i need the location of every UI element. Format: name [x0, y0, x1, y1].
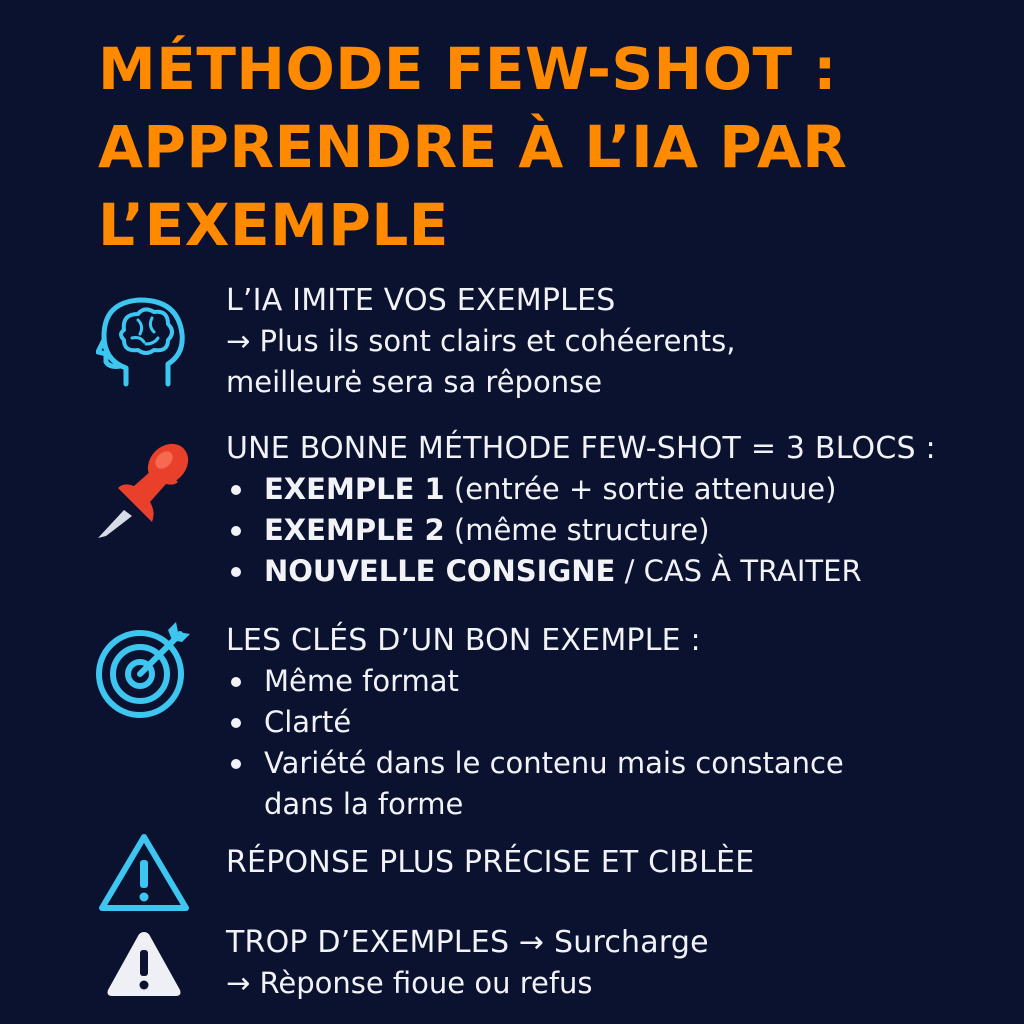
list-item — [226, 551, 1016, 592]
section-line: meilleurė sera sa rêponse — [226, 365, 603, 399]
section-key-criteria — [0, 620, 1024, 820]
brain-head-icon — [96, 290, 192, 390]
section-heading: LES CLÉS D’UN BON EXEMPLE : — [226, 623, 701, 658]
list-item: Variété dans le contenu mais constance — [226, 743, 1016, 784]
list-item: Clarté — [226, 702, 1016, 743]
section-line: → Rèponse fioue ou refus — [226, 966, 593, 1000]
section-heading: UNE BONNE MÉTHODE FEW-SHOT = 3 BLOCS : — [226, 431, 936, 466]
section-heading: RÉPONSE PLUS PRÉCISE ET CIBLÈE — [226, 845, 755, 880]
list-item-continuation: dans la forme — [264, 787, 464, 821]
title-line-2: APPRENDRE À L’IA PAR — [98, 113, 848, 181]
block-name: EXEMPLE 2 — [264, 513, 445, 547]
method-blocks-list — [226, 469, 1016, 592]
section-precise-answer — [0, 838, 1024, 918]
section-heading: L’IA IMITE VOS EXEMPLES — [226, 283, 616, 318]
block-detail: (entrée + sortie attenuue) — [444, 472, 837, 506]
section-line: → Plus ils sont clairs et cohéerents, — [226, 324, 736, 358]
block-detail: (même structure) — [444, 513, 710, 547]
target-arrow-icon — [94, 620, 194, 720]
warning-outline-icon — [98, 832, 190, 912]
section-too-many-examples — [0, 922, 1024, 1022]
warning-filled-icon — [104, 928, 184, 1000]
pushpin-icon — [94, 436, 194, 542]
title-line-1: MÉTHODE FEW-SHOT : — [98, 35, 837, 103]
section-heading: TROP D’EXEMPLES → Surcharge — [226, 925, 709, 960]
section-method-blocks — [0, 428, 1024, 608]
block-name: NOUVELLE CONSIGNE — [264, 554, 616, 588]
section-imitation — [0, 280, 1024, 400]
key-criteria-list — [226, 661, 1016, 784]
page-title — [98, 30, 978, 264]
list-item: Même format — [226, 661, 1016, 702]
block-detail: / CAS À TRAITER — [615, 554, 862, 588]
list-item — [226, 469, 1016, 510]
list-item — [226, 510, 1016, 551]
block-name: EXEMPLE 1 — [264, 472, 445, 506]
title-line-3: L’EXEMPLE — [98, 191, 449, 259]
